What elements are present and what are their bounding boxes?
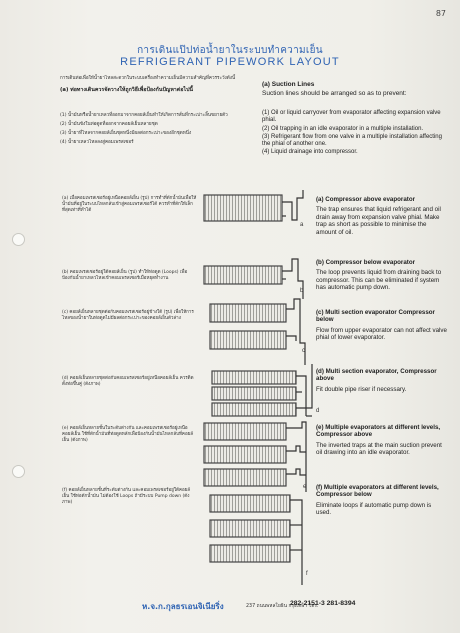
diagram-a [204, 190, 303, 221]
case-b-title: (b) Compressor below evaporator [316, 259, 416, 266]
problem-english-1: (1) Oil or liquid carryover from evaporator affecting expansion valve phial. [262, 110, 441, 124]
case-c-thai: (c) คอยล์เย็นหลายชุดต่อกับคอมเพรสเซอร์อยู่ข้างใต้ (รูป) เพื่อให้การไหลของน้ำยาในท่อดูดไม่มีผลต่อกระเปาะของคอยล์เย็นตัวล่าง [62, 310, 194, 321]
case-c-caption [316, 309, 448, 342]
case-d-body: Fit double pipe riser if necessary. [316, 385, 407, 393]
diagram-b [204, 259, 303, 299]
case-f-title: (f) Multiple evaporators at different levels, Compressor below [316, 484, 439, 499]
case-f-thai: (f) คอยล์เย็นหลายชั้นที่ระดับต่างกัน และคอมเพรสเซอร์อยู่ใต้คอยล์เย็น ใช้ท่อดักน้ำมัน ไม่ต้องใช้ Loops ถ้ามีระบบ Pump down (ดังภาพ) [62, 488, 191, 505]
problem-english-3: (3) Refrigerant flow from one valve in a multiple installation affecting the phial of another one. [262, 133, 442, 148]
section-a-heading-thai: (a) ท่อทางเดินควรจัดวางให้ถูกวิธีเพื่อป้องกันปัญหาต่อไปนี้ [60, 87, 194, 93]
case-c-body: Flow from upper evaporator can not affect valve phial of lower evaporator. [316, 326, 447, 342]
diagram-d [212, 364, 312, 416]
intro-english: Suction lines should be arranged so as to prevent: [262, 90, 407, 97]
case-d-thai: (d) คอยล์เย็นหลายชุดต่อกับคอมเพรสเซอร์อยู่เหนือคอยล์เย็น ควรติดตั้งท่อขึ้นคู่ (ดังภาพ) [62, 376, 194, 387]
problem-english-2: (2) Oil trapping in an idle evaporator in a multiple installation. [262, 125, 424, 132]
intro-thai: การเดินท่อเพื่อให้น้ำยาไหลสะดวกในระบบเครื่องทำความเย็นมีความสำคัญที่ควรระวังดังนี้ [60, 76, 236, 81]
diagram-e [204, 422, 306, 492]
case-c-title: (c) Multi section evaporator Compressor below [316, 309, 435, 324]
case-b-thai: (b) คอมเพรสเซอร์อยู่ใต้คอยล์เย็น (รูป) ทำให้ท่อดูด (Loops) เพื่อป้องกันน้ำยาเหลวไหลเข้าคอมเพรสเซอร์เมื่อหยุดทำงาน [62, 270, 188, 281]
diagram-label-b: b [300, 288, 304, 294]
case-d-title: (d) Multi section evaporator, Compressor above [316, 368, 437, 383]
case-e-thai: (e) คอยล์เย็นหลายชั้นในระดับต่างกัน และคอมเพรสเซอร์อยู่เหนือคอยล์เย็น ใช้ที่ดักน้ำมันที่ท่อดูดหลักเพื่อป้องกันน้ำมันไหลกลับที่คอยล์เย็น (ดังภาพ) [62, 426, 194, 443]
case-a-body: The trap ensures that liquid refrigerant and oil drain away from expansion valve phial. Make trap as short as possible to minimise the amount of oil. [316, 206, 441, 236]
case-a-caption [316, 196, 448, 236]
company-name: ห.จ.ก.กุลธรเอนจิเนียริ่ง [142, 602, 224, 611]
case-b-caption [316, 259, 448, 292]
case-a-thai: (a) เมื่อคอมเพรสเซอร์อยู่เหนือคอยล์เย็น (รูป) การทำที่ดักน้ำมันเพื่อให้น้ำมันที่อยู่ในระบบไหลกลับเข้าสู่คอมเพรสเซอร์ได้ ควรทำที่ดักให้เล็กที่สุดเท่าที่ทำได้ [62, 196, 197, 213]
problem-thai-2: (2) น้ำมันขังในท่อดูดที่ออกจากคอยล์เย็นหลายชุด [60, 122, 158, 127]
company-telephone: 282-2151-3 281-8394 [290, 600, 356, 607]
diagram-f [210, 495, 302, 585]
diagram-label-a: a [300, 222, 304, 228]
case-e-body: The inverted traps at the main suction prevent oil drawing into an idle evaporator. [316, 441, 442, 457]
problem-thai-4: (4) น้ำยาเหลวไหลลงสู่คอมเพรสเซอร์ [60, 140, 134, 145]
case-e-title: (e) Multiple evaporators at different levels, Compressor above [316, 424, 441, 439]
case-f-body: Eliminate loops if automatic pump down is used. [316, 501, 432, 517]
case-e-caption [316, 424, 448, 457]
case-d-caption [316, 368, 448, 393]
diagram-label-e: e [303, 484, 307, 490]
case-a-title: (a) Compressor above evaporator [316, 196, 416, 203]
problem-thai-1: (1) น้ำมันหรือน้ำยาเหลวที่ออกมาจากคอยล์เย็นทำให้เกิดการสั่นที่กระเปาะลิ้นขยายตัว [60, 113, 228, 118]
problem-english-4: (4) Liquid drainage into compressor. [262, 149, 358, 156]
page-number: 87 [435, 9, 446, 18]
page-title: REFRIGERANT PIPEWORK LAYOUT [120, 56, 340, 68]
case-b-body: The loop prevents liquid from draining back to compressor. This can be eliminated if system has automatic pump down. [316, 269, 442, 292]
case-f-caption [316, 484, 448, 517]
diagram-label-c: c [302, 348, 305, 354]
diagram-label-f: f [306, 571, 308, 577]
section-a-heading: (a) Suction Lines [262, 81, 315, 88]
problem-thai-3: (3) น้ำยาที่ไหลจากคอยล์เย็นชุดหนึ่งมีผลต่อกระเปาะของอีกชุดหนึ่ง [60, 131, 192, 136]
page-title-thai: การเดินแป๊ปท่อน้ำยาในระบบทำความเย็น [137, 45, 323, 56]
diagram-c [210, 299, 305, 365]
diagram-label-d: d [316, 408, 320, 414]
company-address: 237 ถนนพหลโยธิน กรุงเทพฯ โทร. [246, 604, 319, 609]
